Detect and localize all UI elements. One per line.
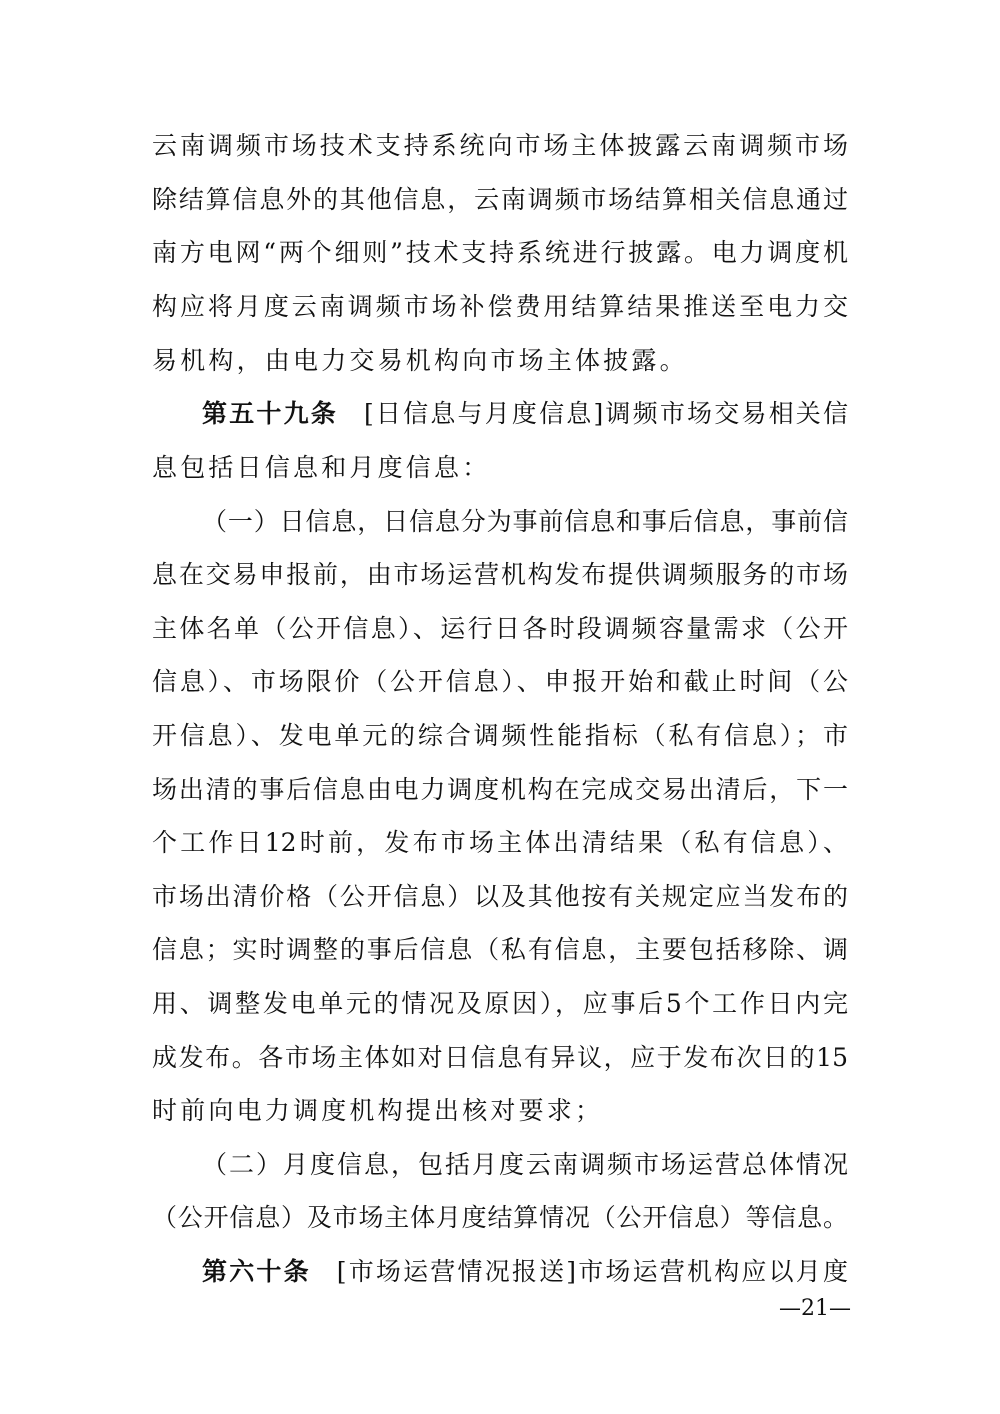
body-text-line: 南方电网“两个细则”技术支持系统进行披露。电力调度机 bbox=[152, 238, 848, 267]
body-text-line: 成发布。各市场主体如对日信息有异议，应于发布次日的15 bbox=[152, 1043, 848, 1072]
body-text-line: 开信息）、发电单元的综合调频性能指标（私有信息）；市 bbox=[152, 721, 848, 750]
body-text-line: 除结算信息外的其他信息，云南调频市场结算相关信息通过 bbox=[152, 185, 848, 214]
body-text-line: 易机构，由电力交易机构向市场主体披露。 bbox=[152, 346, 688, 375]
body-text-line: 时前向电力调度机构提出核对要求； bbox=[152, 1096, 604, 1125]
body-text-line: 市场出清价格（公开信息）以及其他按有关规定应当发布的 bbox=[152, 882, 848, 911]
body-text-line: 主体名单（公开信息）、运行日各时段调频容量需求（公开 bbox=[152, 614, 848, 643]
body-text-line: （公开信息）及市场主体月度结算情况（公开信息）等信息。 bbox=[152, 1203, 848, 1232]
body-text-line: 云南调频市场技术支持系统向市场主体披露云南调频市场 bbox=[152, 131, 848, 160]
body-text-line: 个工作日12时前，发布市场主体出清结果（私有信息）、 bbox=[152, 828, 848, 857]
body-text-line: 场出清的事后信息由电力调度机构在完成交易出清后，下一 bbox=[152, 775, 848, 804]
body-text-line: 构应将月度云南调频市场补偿费用结算结果推送至电力交 bbox=[152, 292, 848, 321]
article-59-heading-line bbox=[202, 394, 848, 434]
body-text-line: 用、调整发电单元的情况及原因），应事后5个工作日内完 bbox=[152, 989, 848, 1018]
clause-2-first-line: （二）月度信息，包括月度云南调频市场运营总体情况 bbox=[202, 1150, 848, 1179]
article-60-heading-line bbox=[202, 1252, 848, 1292]
article-60-text: [市场运营情况报送]市场运营机构应以月度 bbox=[336, 1257, 848, 1286]
article-number: 第五十九条 bbox=[202, 399, 338, 428]
body-text-line: 信息）、市场限价（公开信息）、申报开始和截止时间（公 bbox=[152, 667, 848, 696]
article-59-text: [日信息与月度信息]调频市场交易相关信 bbox=[363, 399, 848, 428]
body-text-line: 信息；实时调整的事后信息（私有信息，主要包括移除、调 bbox=[152, 935, 848, 964]
clause-1-first-line: （一）日信息，日信息分为事前信息和事后信息，事前信 bbox=[202, 507, 848, 536]
body-text-line: 息包括日信息和月度信息： bbox=[152, 453, 491, 482]
article-number: 第六十条 bbox=[202, 1257, 311, 1286]
page-number: —21— bbox=[779, 1296, 851, 1321]
body-text-line: 息在交易申报前，由市场运营机构发布提供调频服务的市场 bbox=[152, 560, 848, 589]
